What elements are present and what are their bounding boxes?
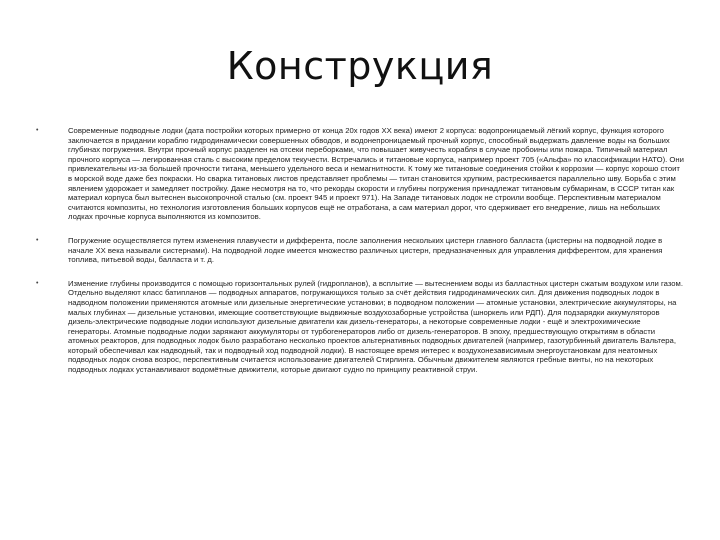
bullet-text-hull: Современные подводные лодки (дата постройки которых примерно от конца 20х годов XX века) имеют 2 корпуса: водопроницаемый лёгкий корпус, функция которого заключается в придании кораблю гидродинамически совершенных обводов, и водонепроницаемый прочный корпус, способный выдержать давление воды на больших глубинах погружения. Внутри прочный корпус разделен на отсеки переборками, что повышает живучесть корабля в случае пробоины или пожара. Типичный материал прочного корпуса — легированная сталь с высоким пределом текучести. Встречались и титановые корпуса, например проект 705 («Альфа» по классификации НАТО). Они привлекательны из-за большей прочности титана, меньшего удельного веса и немагнитности. К тому же титановые соединения стойки к коррозии — корпус хорошо стоит в морской воде даже без покраски. Но сварка титановых листов представляет проблемы — титан становится хрупким, растрескивается параллельно шву. Борьба с этим явлением удорожает и замедляет постройку. Даже несмотря на то, что рекорды скорости и глубины погружения принадлежат титановым субмаринам, в СССР титан как материал корпуса был вытеснен высокопрочной сталью (см. проект 945 и проект 971). На Западе титановых лодок не строили вообще. Перспективным материалом считаются композиты, но технология изготовления больших корпусов ещё не отработана, а сам материал дорог, что сдерживает его внедрение, лишь на небольших лодках прочные корпуса выполняются из композитов.	[68, 126, 684, 222]
bullet-marker-icon: •	[36, 236, 39, 244]
slide-body	[36, 126, 684, 375]
bullet-text-propulsion: Изменение глубины производится с помощью горизонтальных рулей (гидропланов), а всплытие — вытеснением воды из балластных цистерн сжатым воздухом или газом. Отдельно выделяют класс батипланов — подводных аппаратов, погружающихся только за счёт действия гидродинамических сил. Для движения подводных лодок в надводном положении применяются атомные или дизельные энергетические установки; в подводном положении — атомные установки, электрические аккумуляторы, на малых глубинах — дизельные установки, имеющие соответствующие выдвижные воздухозаборные устройства (шноркель или РДП). Для подзарядки аккумуляторов дизель-электрические подводные лодки используют дизельные двигатели как дизель-генераторы, а некоторые современные лодки - ещё и электрохимические генераторы. Атомные подводные лодки заряжают аккумуляторы от турбогенераторов либо от дизель-генераторов. В эпоху, предшествующую открытиям в области атомных реакторов, для подводных лодок было разработано несколько проектов альтернативных подводных двигателей (например, газотурбинный двигатель Вальтера, который обеспечивал как надводный, так и подводный ход подводной лодки). В настоящее время интерес к воздухонезависимым энергоустановкам для неатомных подводных лодок снова возрос, перспективным считается использование двигателей Стирлинга. Обычным движителем являются гребные винты, но на некоторых подводных лодках устанавливают водомётные движители, которые двигают судно по принципу реактивной струи.	[68, 278, 683, 375]
bullet-item-propulsion	[36, 279, 684, 375]
slide-title: Конструкция	[226, 44, 494, 88]
bullet-marker-icon: •	[36, 279, 39, 287]
bullet-item-hull	[36, 126, 684, 222]
bullet-text-diving: Погружение осуществляется путем изменения плавучести и дифферента, после заполнения нескольких цистерн главного балласта (цистерны на подводной лодке в начале XX века называли систернами). На подводной лодке имеется множество различных цистерн, предназначенных для управления дифферентом, для хранения топлива, питьевой воды, балласта и т. д.	[68, 235, 663, 265]
bullet-marker-icon: •	[36, 127, 39, 134]
bullet-item-diving	[36, 236, 684, 265]
